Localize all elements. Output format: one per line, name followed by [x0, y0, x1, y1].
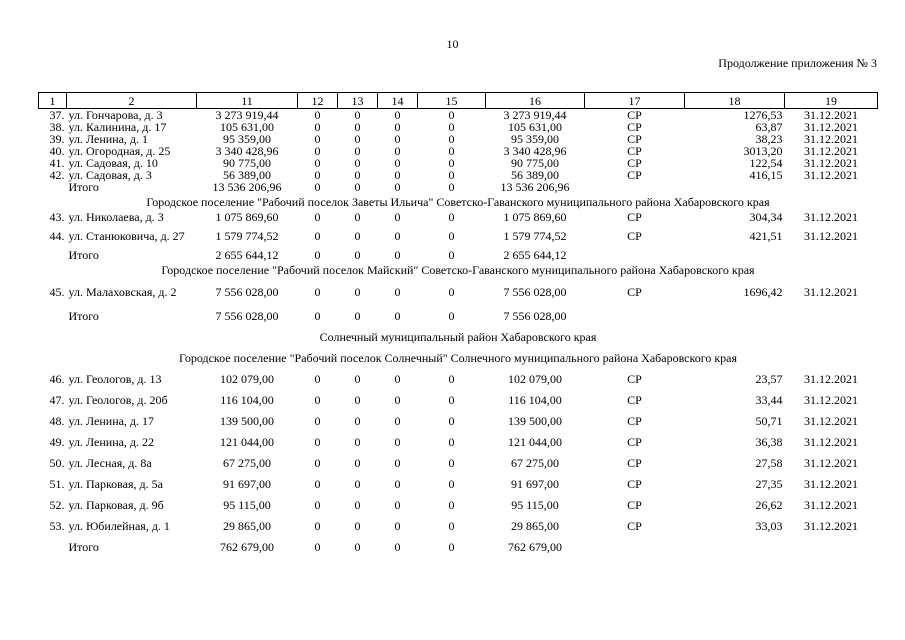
col-16-cell: 105 631,00 — [508, 120, 562, 134]
col-14-cell: 0 — [394, 476, 401, 491]
col-13-cell: 0 — [354, 518, 361, 533]
col-14-cell: 0 — [394, 168, 401, 182]
col-14-cell: 0 — [394, 518, 401, 533]
col-13-cell: 0 — [354, 392, 361, 407]
col-18-cell: 26,62 — [755, 497, 783, 512]
col-15-cell: 0 — [448, 120, 455, 134]
col-14-cell: 0 — [394, 371, 401, 386]
table-row — [39, 121, 878, 133]
col-15-cell: 0 — [448, 497, 455, 512]
col-14-cell: 0 — [394, 285, 401, 299]
address-cell: ул. Гончарова, д. 3 — [68, 108, 163, 122]
col-19-cell: 31.12.2021 — [804, 497, 858, 512]
address-cell: ул. Геологов, д. 20б — [68, 392, 168, 407]
col-12-cell: 0 — [314, 392, 321, 407]
col-15-cell: 0 — [448, 229, 455, 243]
header-col-14: 14 — [378, 93, 418, 109]
col-18-cell: 50,71 — [755, 413, 783, 428]
col-19-cell: 31.12.2021 — [804, 285, 858, 299]
col-18-cell: 27,35 — [755, 476, 783, 491]
row-number: 49. — [49, 434, 65, 449]
section-row — [39, 193, 878, 211]
col-12-cell: 0 — [314, 120, 321, 134]
address-cell: ул. Геологов, д. 13 — [68, 371, 162, 386]
col-18-cell: 36,38 — [755, 434, 783, 449]
col-12-cell: 0 — [314, 248, 321, 262]
col-17-cell: СР — [627, 168, 642, 182]
col-19-cell: 31.12.2021 — [804, 168, 858, 182]
col-13-cell: 0 — [354, 120, 361, 134]
row-number: 50. — [49, 455, 65, 470]
col-17-cell: СР — [627, 518, 642, 533]
col-14-cell: 0 — [394, 120, 401, 134]
col-14-cell: 0 — [394, 108, 401, 122]
col-14-cell: 0 — [394, 392, 401, 407]
empty-cell — [685, 536, 785, 557]
col-19-cell: 31.12.2021 — [804, 144, 858, 158]
col-15-cell: 0 — [448, 413, 455, 428]
col-15-cell: 0 — [448, 434, 455, 449]
district-heading: Солнечный муниципальный район Хабаровского края — [319, 329, 597, 344]
col-14-cell: 0 — [394, 308, 401, 323]
col-12-cell: 0 — [314, 413, 321, 428]
address-cell: ул. Николаева, д. 3 — [68, 210, 164, 224]
col-12-cell: 0 — [314, 455, 321, 470]
appendix-continuation: Продолжение приложения № 3 — [718, 56, 877, 70]
section-row — [39, 261, 878, 279]
col-13-cell: 0 — [354, 108, 361, 122]
col-11-cell: 13 536 206,96 — [212, 180, 282, 194]
col-19-cell: 31.12.2021 — [804, 132, 858, 146]
col-16-cell: 95 115,00 — [511, 497, 559, 512]
col-17-cell: СР — [627, 210, 642, 224]
col-19-cell: 31.12.2021 — [804, 371, 858, 386]
page-number: 10 — [446, 37, 459, 51]
header-col-17: 17 — [585, 93, 685, 109]
header-col-1: 1 — [39, 93, 67, 109]
address-cell: ул. Парковая, д. 5а — [68, 476, 163, 491]
row-number: 42. — [49, 168, 65, 182]
col-19-cell: 31.12.2021 — [804, 518, 858, 533]
table-row — [39, 494, 878, 515]
row-number: 43. — [49, 210, 65, 224]
col-12-cell: 0 — [314, 476, 321, 491]
col-16-cell: 7 556 028,00 — [503, 285, 567, 299]
col-17-cell: СР — [627, 455, 642, 470]
col-13-cell: 0 — [354, 248, 361, 262]
table-row — [39, 223, 878, 249]
col-14-cell: 0 — [394, 156, 401, 170]
empty-cell — [685, 305, 785, 326]
col-11-cell: 139 500,00 — [220, 413, 274, 428]
empty-cell — [785, 249, 878, 261]
col-18-cell: 33,44 — [755, 392, 783, 407]
col-11-cell: 56 389,00 — [223, 168, 271, 182]
col-13-cell: 0 — [354, 132, 361, 146]
col-12-cell: 0 — [314, 518, 321, 533]
col-16-cell: 121 044,00 — [508, 434, 562, 449]
col-14-cell: 0 — [394, 180, 401, 194]
col-17-cell: СР — [627, 108, 642, 122]
col-17-cell: СР — [627, 497, 642, 512]
col-12-cell: 0 — [314, 180, 321, 194]
address-cell: ул. Садовая, д. 10 — [68, 156, 158, 170]
col-17-cell: СР — [627, 434, 642, 449]
empty-cell — [585, 536, 685, 557]
address-cell: ул. Юбилейная, д. 1 — [68, 518, 170, 533]
row-number — [39, 536, 67, 557]
col-15-cell: 0 — [448, 285, 455, 299]
col-19-cell: 31.12.2021 — [804, 108, 858, 122]
col-17-cell: СР — [627, 392, 642, 407]
col-19-cell: 31.12.2021 — [804, 476, 858, 491]
header-col-13: 13 — [338, 93, 378, 109]
col-15-cell: 0 — [448, 518, 455, 533]
col-15-cell: 0 — [448, 180, 455, 194]
table-row — [39, 368, 878, 389]
row-number — [39, 249, 67, 261]
row-number — [39, 305, 67, 326]
col-13-cell: 0 — [354, 210, 361, 224]
col-16-cell: 3 340 428,96 — [503, 144, 567, 158]
col-13-cell: 0 — [354, 476, 361, 491]
header-col-12: 12 — [298, 93, 338, 109]
row-number: 40. — [49, 144, 65, 158]
data-table — [38, 92, 878, 557]
col-16-cell: 13 536 206,96 — [500, 180, 570, 194]
col-17-cell: СР — [627, 156, 642, 170]
col-14-cell: 0 — [394, 248, 401, 262]
col-17-cell: СР — [627, 476, 642, 491]
row-number: 39. — [49, 132, 65, 146]
empty-cell — [585, 305, 685, 326]
col-18-cell: 421,51 — [749, 229, 783, 243]
col-15-cell: 0 — [448, 392, 455, 407]
col-12-cell: 0 — [314, 308, 321, 323]
col-12-cell: 0 — [314, 371, 321, 386]
address-cell: ул. Ленина, д. 1 — [68, 132, 149, 146]
col-14-cell: 0 — [394, 497, 401, 512]
col-19-cell: 31.12.2021 — [804, 455, 858, 470]
col-11-cell: 7 556 028,00 — [215, 285, 279, 299]
col-19-cell: 31.12.2021 — [804, 210, 858, 224]
col-12-cell: 0 — [314, 168, 321, 182]
col-11-cell: 2 655 644,12 — [215, 248, 279, 262]
col-18-cell: 23,57 — [755, 371, 783, 386]
col-12-cell: 0 — [314, 285, 321, 299]
col-13-cell: 0 — [354, 285, 361, 299]
address-cell: ул. Ленина, д. 22 — [68, 434, 155, 449]
empty-cell — [685, 249, 785, 261]
col-12-cell: 0 — [314, 108, 321, 122]
col-17-cell: СР — [627, 229, 642, 243]
col-19-cell: 31.12.2021 — [804, 120, 858, 134]
col-18-cell: 304,34 — [749, 210, 783, 224]
col-13-cell: 0 — [354, 229, 361, 243]
col-18-cell: 33,03 — [755, 518, 783, 533]
col-15-cell: 0 — [448, 476, 455, 491]
address-cell: ул. Лесная, д. 8а — [68, 455, 152, 470]
col-11-cell: 105 631,00 — [220, 120, 274, 134]
col-15-cell: 0 — [448, 539, 455, 554]
col-11-cell: 29 865,00 — [223, 518, 271, 533]
col-11-cell: 7 556 028,00 — [215, 308, 279, 323]
col-15-cell: 0 — [448, 308, 455, 323]
row-number: 37. — [49, 108, 65, 122]
col-15-cell: 0 — [448, 108, 455, 122]
row-number: 41. — [49, 156, 65, 170]
header-col-19: 19 — [785, 93, 878, 109]
col-17-cell: СР — [627, 285, 642, 299]
col-12-cell: 0 — [314, 132, 321, 146]
settlement-heading: Городское поселение "Рабочий поселок Майский" Советско-Гаванского муниципального района Хабаровского края — [161, 263, 755, 277]
col-14-cell: 0 — [394, 434, 401, 449]
col-16-cell: 1 579 774,52 — [503, 229, 567, 243]
col-11-cell: 3 340 428,96 — [215, 144, 279, 158]
total-row — [39, 305, 878, 326]
total-label: Итого — [68, 248, 99, 262]
row-number: 38. — [49, 120, 65, 134]
header-col-2: 2 — [67, 93, 197, 109]
col-19-cell: 31.12.2021 — [804, 156, 858, 170]
row-number: 51. — [49, 476, 65, 491]
header-col-11: 11 — [197, 93, 298, 109]
table-row — [39, 389, 878, 410]
col-16-cell: 116 104,00 — [508, 392, 562, 407]
col-17-cell: СР — [627, 144, 642, 158]
col-15-cell: 0 — [448, 132, 455, 146]
address-cell: ул. Садовая, д. 3 — [68, 168, 152, 182]
address-cell: ул. Станюковича, д. 27 — [68, 229, 185, 243]
section-row — [39, 347, 878, 368]
table-row — [39, 211, 878, 223]
table-row — [39, 169, 878, 181]
col-13-cell: 0 — [354, 455, 361, 470]
row-number: 44. — [49, 229, 65, 243]
col-13-cell: 0 — [354, 168, 361, 182]
col-12-cell: 0 — [314, 210, 321, 224]
section-row — [39, 326, 878, 347]
total-row — [39, 536, 878, 557]
col-13-cell: 0 — [354, 308, 361, 323]
address-cell: ул. Калинина, д. 17 — [68, 120, 167, 134]
col-12-cell: 0 — [314, 229, 321, 243]
col-13-cell: 0 — [354, 180, 361, 194]
row-number: 46. — [49, 371, 65, 386]
col-14-cell: 0 — [394, 210, 401, 224]
total-label: Итого — [68, 180, 99, 194]
total-label: Итого — [68, 539, 99, 554]
col-11-cell: 91 697,00 — [223, 476, 271, 491]
col-18-cell: 122,54 — [749, 156, 783, 170]
col-11-cell: 95 115,00 — [223, 497, 271, 512]
total-label: Итого — [68, 308, 99, 323]
col-13-cell: 0 — [354, 371, 361, 386]
col-17-cell: СР — [627, 371, 642, 386]
col-11-cell: 3 273 919,44 — [215, 108, 279, 122]
col-11-cell: 121 044,00 — [220, 434, 274, 449]
settlement-heading: Городское поселение "Рабочий поселок Солнечный" Солнечного муниципального района Хабаровского края — [178, 350, 738, 365]
col-16-cell: 91 697,00 — [511, 476, 559, 491]
empty-cell — [785, 181, 878, 193]
col-19-cell: 31.12.2021 — [804, 229, 858, 243]
empty-cell — [585, 249, 685, 261]
col-13-cell: 0 — [354, 497, 361, 512]
col-14-cell: 0 — [394, 229, 401, 243]
col-11-cell: 67 275,00 — [223, 455, 271, 470]
col-16-cell: 762 679,00 — [508, 539, 562, 554]
col-17-cell: СР — [627, 120, 642, 134]
table-row — [39, 410, 878, 431]
header-col-15: 15 — [418, 93, 486, 109]
col-17-cell: СР — [627, 413, 642, 428]
address-cell: ул. Огородная, д. 25 — [68, 144, 171, 158]
col-19-cell: 31.12.2021 — [804, 413, 858, 428]
table-row — [39, 452, 878, 473]
col-15-cell: 0 — [448, 168, 455, 182]
col-13-cell: 0 — [354, 413, 361, 428]
table-row — [39, 473, 878, 494]
col-11-cell: 1 075 869,60 — [215, 210, 279, 224]
col-18-cell: 63,87 — [755, 120, 783, 134]
col-13-cell: 0 — [354, 539, 361, 554]
col-14-cell: 0 — [394, 132, 401, 146]
col-11-cell: 90 775,00 — [223, 156, 271, 170]
row-number: 52. — [49, 497, 65, 512]
empty-cell — [785, 305, 878, 326]
col-13-cell: 0 — [354, 156, 361, 170]
col-19-cell: 31.12.2021 — [804, 392, 858, 407]
col-18-cell: 416,15 — [749, 168, 783, 182]
col-18-cell: 27,58 — [755, 455, 783, 470]
header-col-16: 16 — [486, 93, 585, 109]
settlement-heading: Городское поселение "Рабочий поселок Заветы Ильича" Советско-Гаванского муниципального района Хабаровского края — [146, 195, 770, 209]
col-16-cell: 56 389,00 — [511, 168, 559, 182]
col-15-cell: 0 — [448, 144, 455, 158]
address-cell: ул. Малаховская, д. 2 — [68, 285, 177, 299]
col-12-cell: 0 — [314, 144, 321, 158]
col-16-cell: 90 775,00 — [511, 156, 559, 170]
table-row — [39, 431, 878, 452]
col-16-cell: 3 273 919,44 — [503, 108, 567, 122]
col-16-cell: 1 075 869,60 — [503, 210, 567, 224]
col-11-cell: 1 579 774,52 — [215, 229, 279, 243]
col-14-cell: 0 — [394, 539, 401, 554]
col-15-cell: 0 — [448, 455, 455, 470]
total-row — [39, 181, 878, 193]
col-12-cell: 0 — [314, 539, 321, 554]
row-number: 45. — [49, 285, 65, 299]
empty-cell — [585, 181, 685, 193]
col-12-cell: 0 — [314, 497, 321, 512]
col-15-cell: 0 — [448, 371, 455, 386]
table-row — [39, 279, 878, 305]
row-number: 48. — [49, 413, 65, 428]
col-18-cell: 3013,20 — [743, 144, 783, 158]
empty-cell — [785, 536, 878, 557]
col-16-cell: 2 655 644,12 — [503, 248, 567, 262]
col-15-cell: 0 — [448, 156, 455, 170]
row-number: 53. — [49, 518, 65, 533]
col-14-cell: 0 — [394, 455, 401, 470]
col-19-cell: 31.12.2021 — [804, 434, 858, 449]
row-number: 47. — [49, 392, 65, 407]
col-15-cell: 0 — [448, 210, 455, 224]
col-11-cell: 95 359,00 — [223, 132, 271, 146]
col-11-cell: 762 679,00 — [220, 539, 274, 554]
col-16-cell: 102 079,00 — [508, 371, 562, 386]
table-row — [39, 515, 878, 536]
address-cell: ул. Ленина, д. 17 — [68, 413, 155, 428]
col-11-cell: 102 079,00 — [220, 371, 274, 386]
col-14-cell: 0 — [394, 413, 401, 428]
header-row — [39, 93, 878, 109]
col-16-cell: 29 865,00 — [511, 518, 559, 533]
col-15-cell: 0 — [448, 248, 455, 262]
total-row — [39, 249, 878, 261]
col-16-cell: 139 500,00 — [508, 413, 562, 428]
col-14-cell: 0 — [394, 144, 401, 158]
empty-cell — [685, 181, 785, 193]
col-12-cell: 0 — [314, 156, 321, 170]
col-17-cell: СР — [627, 132, 642, 146]
address-cell: ул. Парковая, д. 9б — [68, 497, 164, 512]
col-11-cell: 116 104,00 — [220, 392, 274, 407]
col-12-cell: 0 — [314, 434, 321, 449]
col-16-cell: 67 275,00 — [511, 455, 559, 470]
col-18-cell: 1276,53 — [743, 108, 783, 122]
col-13-cell: 0 — [354, 434, 361, 449]
col-13-cell: 0 — [354, 144, 361, 158]
header-col-18: 18 — [685, 93, 785, 109]
col-18-cell: 1696,42 — [743, 285, 783, 299]
col-16-cell: 95 359,00 — [511, 132, 559, 146]
col-18-cell: 38,23 — [755, 132, 783, 146]
row-number — [39, 181, 67, 193]
col-16-cell: 7 556 028,00 — [503, 308, 567, 323]
